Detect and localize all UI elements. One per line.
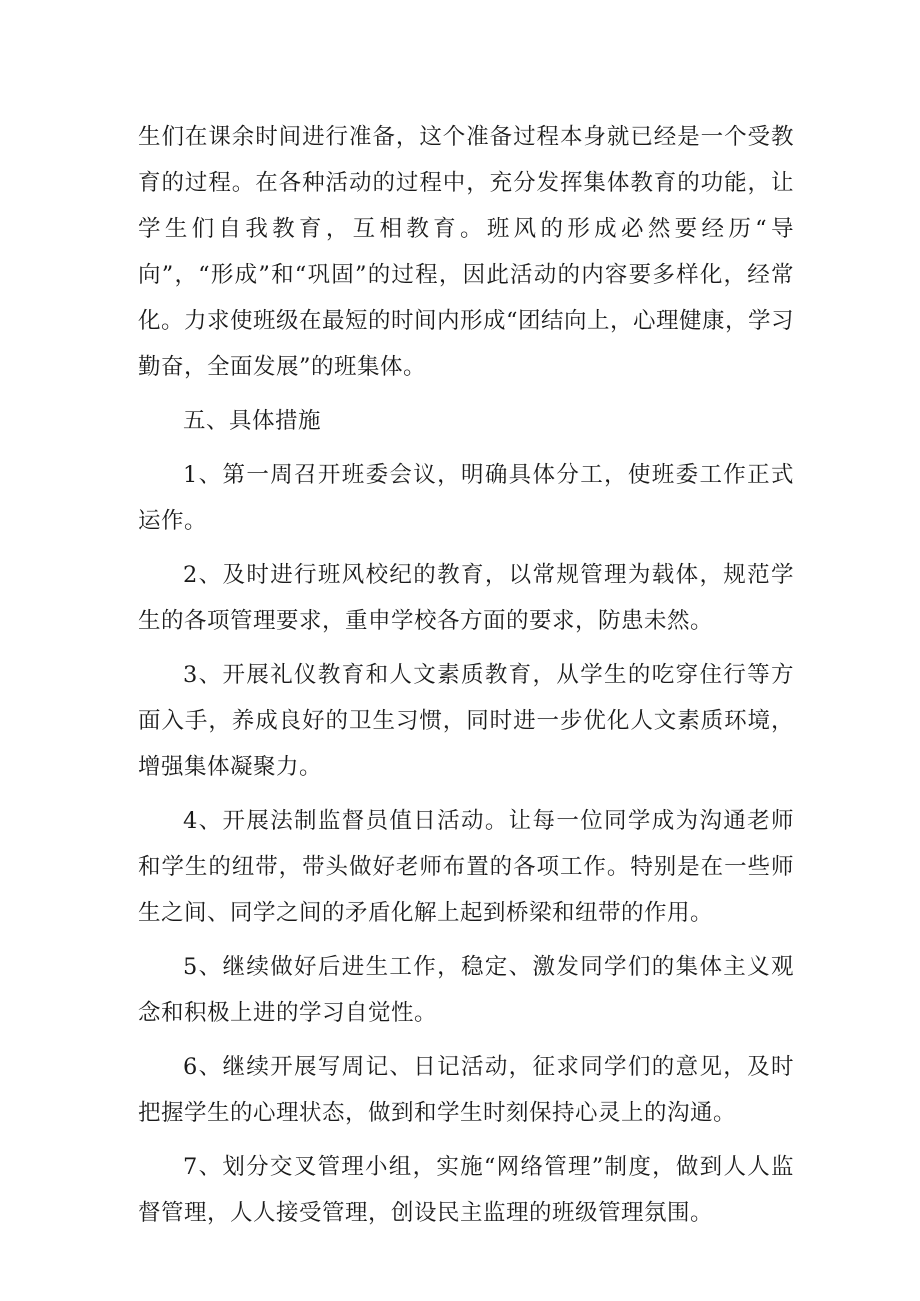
measure-item-2: 2、及时进行班风校纪的教育，以常规管理为载体，规范学生的各项管理要求，重申学校各方面的要求，防患未然。 [138,562,794,634]
measure-item-3: 3、开展礼仪教育和人文素质教育，从学生的吃穿住行等方面入手，养成良好的卫生习惯，同时进一步优化人文素质环境，增强集体凝聚力。 [138,662,794,780]
measure-item-1: 1、第一周召开班委会议，明确具体分工，使班委工作正式运作。 [138,462,794,534]
measure-item-4: 4、开展法制监督员值日活动。让每一位同学成为沟通老师和学生的纽带，带头做好老师布置的各项工作。特别是在一些师生之间、同学之间的矛盾化解上起到桥梁和纽带的作用。 [138,808,794,926]
measure-item-6: 6、继续开展写周记、日记活动，征求同学们的意见，及时把握学生的心理状态，做到和学生时刻保持心灵上的沟通。 [138,1054,794,1126]
measure-item-7: 7、划分交叉管理小组，实施“网络管理”制度，做到人人监督管理，人人接受管理，创设民主监理的班级管理氛围。 [138,1154,794,1226]
document-body [138,114,794,1236]
section-heading: 五、具体措施 [183,408,322,434]
measure-item-5: 5、继续做好后进生工作，稳定、激发同学们的集体主义观念和积极上进的学习自觉性。 [138,954,794,1026]
paragraph-continuation: 生们在课余时间进行准备，这个准备过程本身就已经是一个受教育的过程。在各种活动的过程中，充分发挥集体教育的功能，让学生们自我教育，互相教育。班风的形成必然要经历“导向”，“形成”和“巩固”的过程，因此活动的内容要多样化，经常化。力求使班级在最短的时间内形成“团结向上，心理健康，学习勤奋，全面发展”的班集体。 [138,124,795,380]
